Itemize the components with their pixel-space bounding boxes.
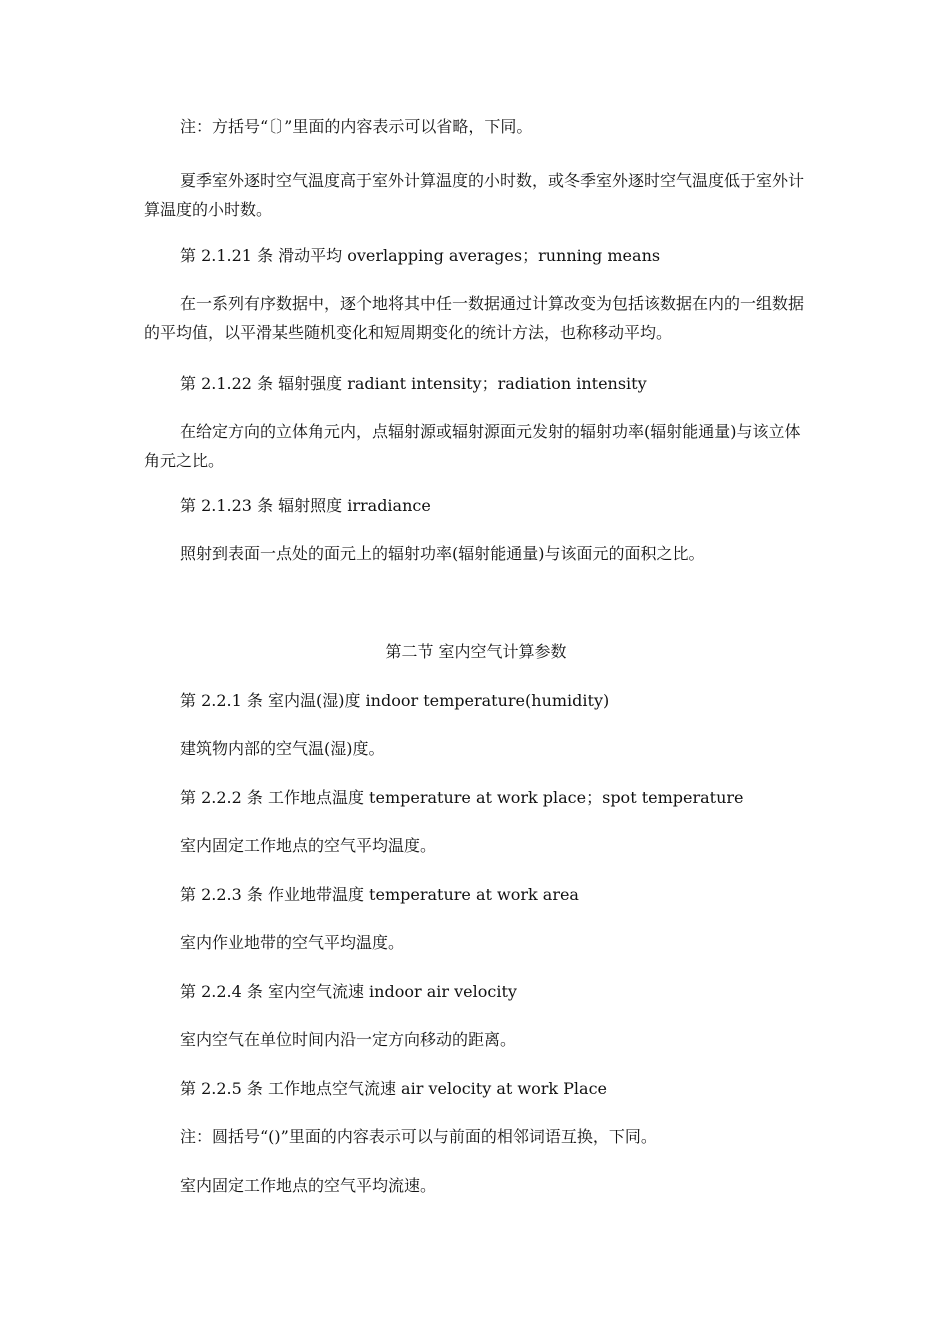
paragraph-indoor-temperature-definition: 建筑物内部的空气温(湿)度。 xyxy=(180,739,385,758)
article-2-2-2-heading: 第 2.2.2 条 工作地点温度 temperature at work place；spot temperature xyxy=(180,788,744,807)
article-2-2-4-heading: 第 2.2.4 条 室内空气流速 indoor air velocity xyxy=(180,982,517,1001)
article-2-2-1-heading: 第 2.2.1 条 室内温(湿)度 indoor temperature(humidity) xyxy=(180,691,610,710)
article-2-1-23-heading: 第 2.1.23 条 辐射照度 irradiance xyxy=(180,496,431,515)
note-round-brackets: 注：圆括号“()”里面的内容表示可以与前面的相邻词语互换，下同。 xyxy=(180,1127,657,1146)
article-2-1-22-heading: 第 2.1.22 条 辐射强度 radiant intensity；radiation intensity xyxy=(180,374,647,393)
paragraph-spot-temperature-definition: 室内固定工作地点的空气平均温度。 xyxy=(180,836,437,855)
paragraph-hours-over-design-temperature: 夏季室外逐时空气温度高于室外计算温度的小时数，或冬季室外逐时空气温度低于室外计算温度的小时数。 xyxy=(144,171,805,219)
article-2-2-3-heading: 第 2.2.3 条 作业地带温度 temperature at work area xyxy=(180,885,579,904)
note-square-brackets: 注：方括号“〔〕”里面的内容表示可以省略，下同。 xyxy=(180,117,533,136)
article-2-1-21-heading: 第 2.1.21 条 滑动平均 overlapping averages；running means xyxy=(180,246,661,265)
paragraph-work-area-temperature-definition: 室内作业地带的空气平均温度。 xyxy=(180,933,405,952)
paragraph-irradiance-definition: 照射到表面一点处的面元上的辐射功率(辐射能通量)与该面元的面积之比。 xyxy=(180,544,705,563)
paragraph-running-means-definition: 在一系列有序数据中，逐个地将其中任一数据通过计算改变为包括该数据在内的一组数据的平均值，以平滑某些随机变化和短周期变化的统计方法，也称移动平均。 xyxy=(144,294,805,342)
section-2-heading: 第二节 室内空气计算参数 xyxy=(385,642,567,661)
paragraph-indoor-air-velocity-definition: 室内空气在单位时间内沿一定方向移动的距离。 xyxy=(180,1030,517,1049)
paragraph-radiant-intensity-definition: 在给定方向的立体角元内，点辐射源或辐射源面元发射的辐射功率(辐射能通量)与该立体角元之比。 xyxy=(144,422,801,470)
paragraph-work-place-air-velocity-definition: 室内固定工作地点的空气平均流速。 xyxy=(180,1176,437,1195)
article-2-2-5-heading: 第 2.2.5 条 工作地点空气流速 air velocity at work Place xyxy=(180,1079,608,1098)
